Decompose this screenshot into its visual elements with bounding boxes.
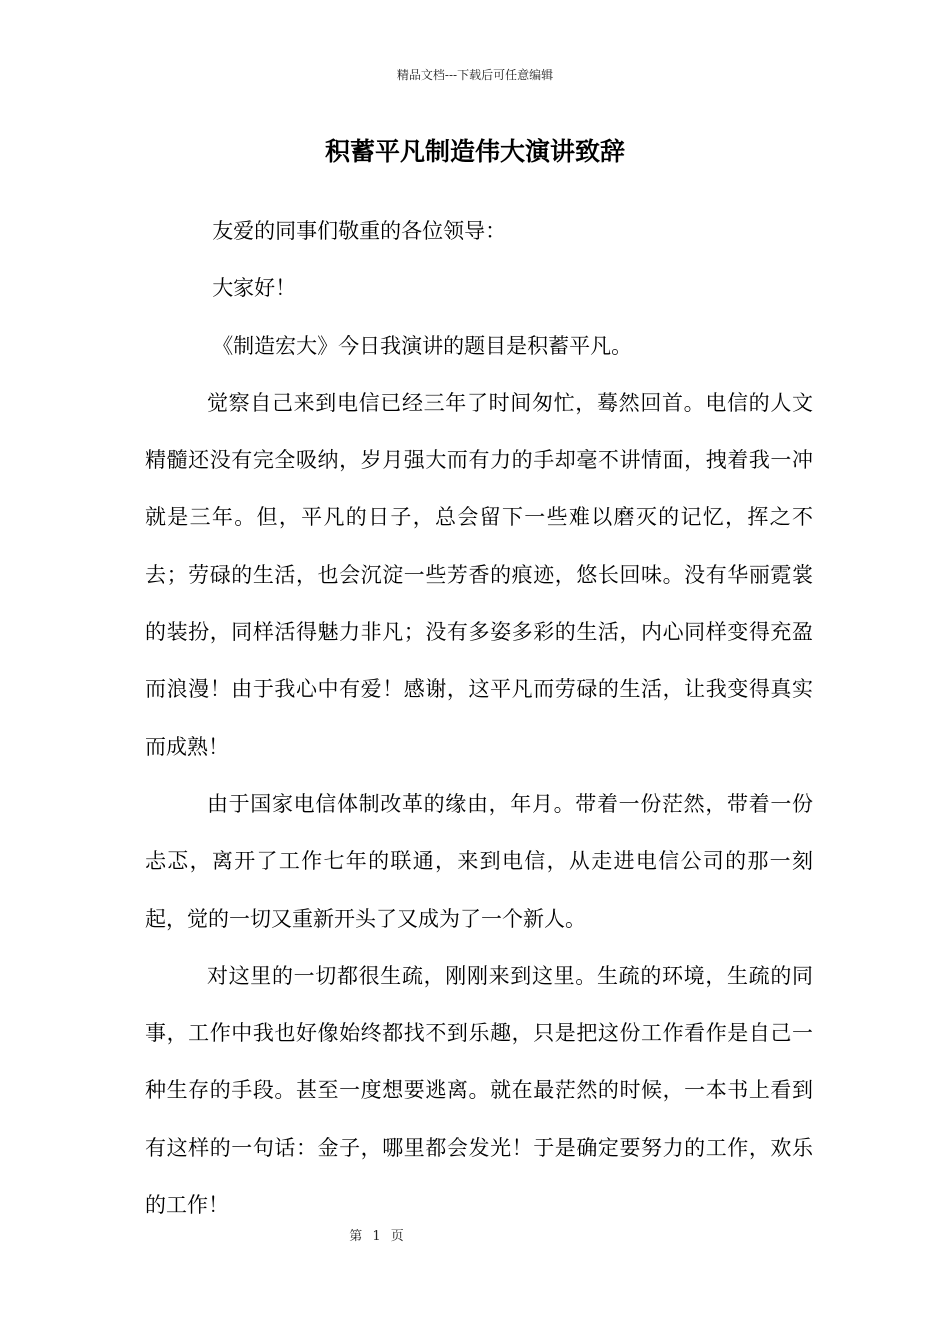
body-paragraph: 对这里的一切都很生疏，刚刚来到这里。生疏的环境，生疏的同事，工作中我也好像始终都找不到乐趣，只是把这份工作看作是自己一种生存的手段。甚至一度想要逃离。就在最茫然的时候，一本书上看到有这样的一句话：金子，哪里都会发光！于是确定要努力的工作，欢乐的工作！ [145, 963, 813, 1218]
document-body [145, 203, 813, 1234]
greeting: 大家好！ [212, 276, 297, 301]
salutation: 友爱的同事们敬重的各位领导： [212, 219, 507, 243]
page-number-prefix: 第 [349, 1229, 363, 1244]
page-number [0, 1228, 753, 1246]
page-number-suffix: 页 [390, 1229, 404, 1244]
speech-topic: 《制造宏大》今日我演讲的题目是积蓄平凡。 [212, 333, 633, 358]
header-note: 精品文档---下载后可任意编辑 [396, 68, 554, 82]
body-paragraph: 由于国家电信体制改革的缘由，年月。带着一份茫然，带着一份忐忑，离开了工作七年的联通，来到电信，从走进电信公司的那一刻起，觉的一切又重新开头了又成为了一个新人。 [145, 791, 813, 931]
page-number-value: 1 [372, 1229, 381, 1244]
body-paragraph: 觉察自己来到电信已经三年了时间匆忙，蓦然回首。电信的人文精髓还没有完全吸纳，岁月强大而有力的手却毫不讲情面，拽着我一冲就是三年。但，平凡的日子，总会留下一些难以磨灭的记忆，挥之不去；劳碌的生活，也会沉淀一些芳香的痕迹，悠长回味。没有华丽霓裳的装扮，同样活得魅力非凡；没有多姿多彩的生活，内心同样变得充盈而浪漫！由于我心中有爱！感谢，这平凡而劳碌的生活，让我变得真实而成熟！ [145, 390, 813, 759]
document-title: 积蓄平凡制造伟大演讲致辞 [324, 137, 625, 166]
